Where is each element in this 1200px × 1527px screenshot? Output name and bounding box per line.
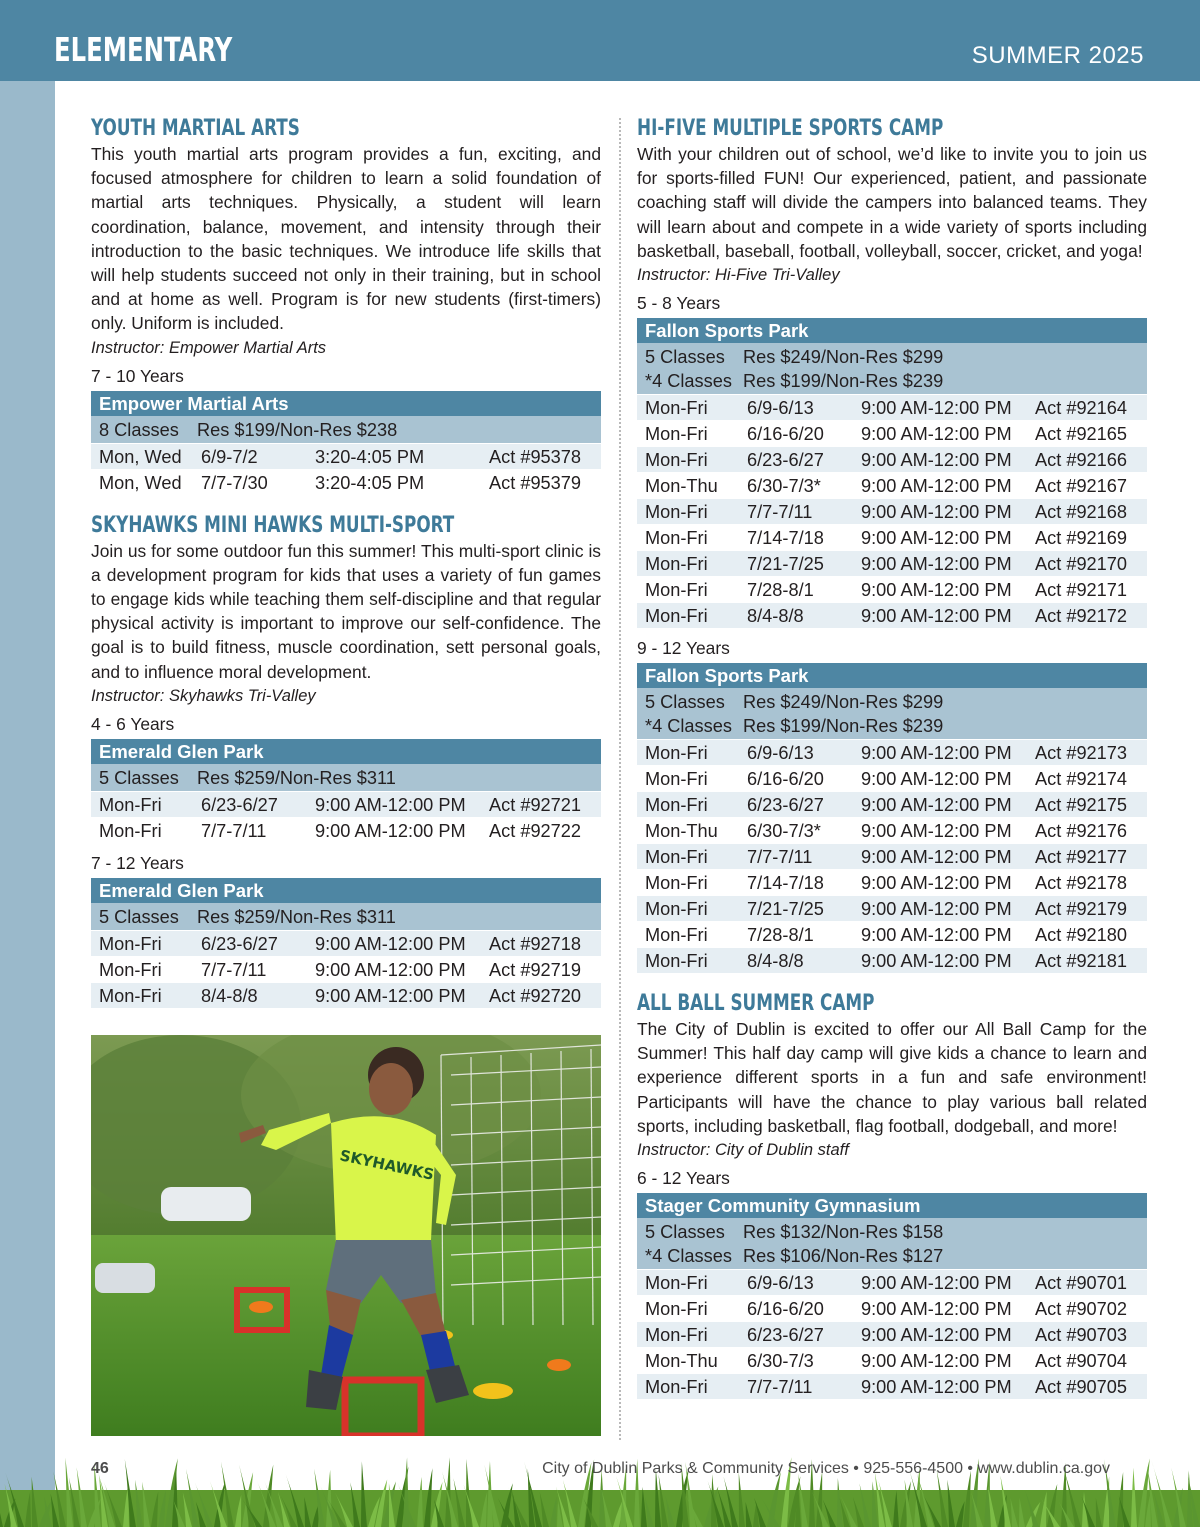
activity-number: Act #92179 — [1035, 899, 1128, 920]
fee-line — [645, 369, 1139, 393]
session-time: 9:00 AM-12:00 PM — [861, 424, 1012, 445]
fee-band — [91, 416, 601, 443]
table-row — [637, 947, 1147, 973]
session-dates: 6/30-7/3 — [747, 1351, 814, 1372]
location-header: Emerald Glen Park — [91, 739, 601, 764]
session-days: Mon-Fri — [645, 925, 708, 946]
table-row — [91, 469, 601, 495]
session-time: 9:00 AM-12:00 PM — [861, 1351, 1012, 1372]
session-dates: 6/23-6/27 — [747, 795, 824, 816]
activity-number: Act #92175 — [1035, 795, 1128, 816]
session-time: 9:00 AM-12:00 PM — [861, 606, 1012, 627]
session-time: 9:00 AM-12:00 PM — [861, 873, 1012, 894]
location-header: Emerald Glen Park — [91, 878, 601, 903]
program-description: This youth martial arts program provides a fun, exciting, and focused atmosphere for children to learn a solid foundation of martial arts techniques. Physically, a student will learn coordination, balance, movement, and intensity through their introduction to the basic techniques. We introduce life skills that will help students succeed not only in their training, but in school and at home as well. Program is for new students (first-timers) only. Uniform is included. — [91, 144, 601, 334]
session-dates: 6/30-7/3* — [747, 476, 821, 497]
fee-amount: Res $106/Non-Res $127 — [743, 1246, 944, 1267]
table-row — [91, 982, 601, 1008]
fee-class-count: 5 Classes — [645, 347, 725, 368]
session-time: 9:00 AM-12:00 PM — [315, 985, 466, 1006]
table-row — [637, 446, 1147, 472]
session-dates: 8/4-8/8 — [747, 951, 804, 972]
schedule-table — [91, 878, 601, 1008]
table-row — [637, 869, 1147, 895]
session-days: Mon-Thu — [645, 821, 718, 842]
session-days: Mon-Fri — [99, 985, 162, 1006]
session-dates: 8/4-8/8 — [201, 985, 258, 1006]
activity-number: Act #92165 — [1035, 424, 1128, 445]
grass-border — [0, 1440, 1200, 1527]
session-dates: 6/16-6/20 — [747, 424, 824, 445]
session-dates: 6/9-6/13 — [747, 398, 814, 419]
session-days: Mon-Fri — [645, 424, 708, 445]
session-time: 9:00 AM-12:00 PM — [861, 1325, 1012, 1346]
left-color-strip — [0, 81, 55, 1527]
session-dates: 6/9-6/13 — [747, 1273, 814, 1294]
session-time: 9:00 AM-12:00 PM — [861, 1299, 1012, 1320]
session-days: Mon-Fri — [645, 795, 708, 816]
schedule-table — [91, 739, 601, 843]
session-days: Mon-Fri — [645, 743, 708, 764]
session-dates: 6/23-6/27 — [201, 933, 278, 954]
left-column — [91, 116, 601, 1008]
fee-class-count: *4 Classes — [645, 716, 732, 737]
session-dates: 6/23-6/27 — [201, 794, 278, 815]
location-header: Fallon Sports Park — [637, 318, 1147, 343]
fee-band — [91, 764, 601, 791]
session-days: Mon, Wed — [99, 472, 182, 493]
session-days: Mon-Fri — [99, 933, 162, 954]
session-time: 9:00 AM-12:00 PM — [861, 528, 1012, 549]
activity-number: Act #90705 — [1035, 1377, 1128, 1398]
location-header: Stager Community Gymnasium — [637, 1193, 1147, 1218]
session-time: 9:00 AM-12:00 PM — [861, 899, 1012, 920]
activity-number: Act #92721 — [489, 794, 582, 815]
fee-line — [99, 905, 593, 929]
session-rows — [637, 394, 1147, 628]
session-time: 9:00 AM-12:00 PM — [315, 933, 466, 954]
program-description: Join us for some outdoor fun this summer! This multi-sport clinic is a development program for kids that uses a variety of fun games to engage kids while teaching them self-discipline and that regular physical activity is important to improve our self-confidence. The goal is to build fitness, muscle coordination, sett personal goals, and to influence moral development. — [91, 540, 601, 682]
location-header: Empower Martial Arts — [91, 391, 601, 416]
activity-number: Act #92180 — [1035, 925, 1128, 946]
page-footer — [0, 1440, 1200, 1527]
session-days: Mon-Fri — [645, 528, 708, 549]
activity-number: Act #92170 — [1035, 554, 1128, 575]
session-days: Mon-Fri — [645, 450, 708, 471]
age-range: 9 - 12 Years — [637, 638, 730, 659]
fee-line — [645, 345, 1139, 369]
session-days: Mon-Fri — [645, 398, 708, 419]
fee-band — [637, 343, 1147, 394]
page-number: 46 — [91, 1460, 109, 1477]
session-time: 9:00 AM-12:00 PM — [861, 925, 1012, 946]
session-time: 9:00 AM-12:00 PM — [861, 398, 1012, 419]
fee-class-count: 8 Classes — [99, 419, 179, 440]
table-row — [637, 602, 1147, 628]
session-dates: 7/28-8/1 — [747, 580, 814, 601]
table-row — [637, 576, 1147, 602]
program-instructor: Instructor: City of Dublin staff — [637, 1141, 849, 1160]
session-time: 9:00 AM-12:00 PM — [861, 951, 1012, 972]
activity-number: Act #92167 — [1035, 476, 1128, 497]
session-dates: 6/9-6/13 — [747, 743, 814, 764]
fee-line — [645, 690, 1139, 714]
table-row — [637, 1269, 1147, 1295]
session-time: 9:00 AM-12:00 PM — [861, 450, 1012, 471]
activity-number: Act #95378 — [489, 446, 582, 467]
session-time: 9:00 AM-12:00 PM — [861, 743, 1012, 764]
location-header: Fallon Sports Park — [637, 663, 1147, 688]
table-row — [637, 895, 1147, 921]
session-days: Mon-Thu — [645, 1351, 718, 1372]
age-range: 4 - 6 Years — [91, 713, 175, 734]
activity-number: Act #92719 — [489, 959, 582, 980]
activity-number: Act #92178 — [1035, 873, 1128, 894]
session-dates: 7/7-7/11 — [747, 847, 813, 868]
session-rows — [91, 930, 601, 1008]
session-days: Mon-Fri — [645, 1377, 708, 1398]
fee-amount: Res $249/Non-Res $299 — [743, 347, 944, 368]
session-days: Mon-Fri — [99, 820, 162, 841]
session-dates: 6/23-6/27 — [747, 450, 824, 471]
session-time: 9:00 AM-12:00 PM — [861, 580, 1012, 601]
session-days: Mon-Fri — [645, 580, 708, 601]
session-time: 9:00 AM-12:00 PM — [861, 847, 1012, 868]
right-column — [637, 116, 1147, 1399]
session-time: 9:00 AM-12:00 PM — [315, 959, 466, 980]
session-dates: 7/7-7/11 — [201, 820, 267, 841]
activity-number: Act #92181 — [1035, 951, 1128, 972]
session-rows — [91, 443, 601, 495]
activity-number: Act #90702 — [1035, 1299, 1128, 1320]
session-dates: 6/16-6/20 — [747, 769, 824, 790]
schedule-table — [91, 391, 601, 495]
session-time: 3:20-4:05 PM — [315, 472, 425, 493]
fee-band — [637, 688, 1147, 739]
fee-class-count: 5 Classes — [645, 1222, 725, 1243]
table-row — [637, 765, 1147, 791]
fee-line — [645, 1220, 1139, 1244]
activity-number: Act #92722 — [489, 820, 582, 841]
kid-jumping-photo — [91, 1035, 601, 1436]
activity-number: Act #92168 — [1035, 502, 1128, 523]
table-row — [91, 443, 601, 469]
session-dates: 7/14-7/18 — [747, 873, 824, 894]
session-time: 9:00 AM-12:00 PM — [861, 476, 1012, 497]
column-divider — [619, 118, 621, 1440]
activity-number: Act #92720 — [489, 985, 582, 1006]
table-row — [637, 1321, 1147, 1347]
session-time: 9:00 AM-12:00 PM — [861, 502, 1012, 523]
age-range: 6 - 12 Years — [637, 1168, 730, 1189]
program-description: With your children out of school, we’d like to invite you to join us for sports-filled FUN! Our experienced, patient, and passionate coaching staff will divide the campers into balanced teams. They will learn about and compete in a wide variety of sports including basketball, baseball, football, volleyball, soccer, cricket, and yoga! — [637, 144, 1147, 261]
session-time: 9:00 AM-12:00 PM — [861, 1377, 1012, 1398]
activity-number: Act #92173 — [1035, 743, 1128, 764]
session-time: 9:00 AM-12:00 PM — [861, 821, 1012, 842]
fee-line — [645, 1244, 1139, 1268]
session-rows — [637, 1269, 1147, 1399]
fee-line — [99, 418, 593, 442]
schedule-table — [637, 663, 1147, 973]
activity-number: Act #92718 — [489, 933, 582, 954]
activity-number: Act #92164 — [1035, 398, 1128, 419]
activity-number: Act #92166 — [1035, 450, 1128, 471]
session-days: Mon-Fri — [645, 502, 708, 523]
table-row — [637, 791, 1147, 817]
session-days: Mon-Fri — [645, 1299, 708, 1320]
session-days: Mon-Fri — [645, 1325, 708, 1346]
table-row — [637, 524, 1147, 550]
session-dates: 7/7-7/11 — [747, 1377, 813, 1398]
activity-number: Act #92171 — [1035, 580, 1128, 601]
program-title: ALL BALL SUMMER CAMP — [637, 991, 875, 1017]
session-dates: 7/21-7/25 — [747, 554, 824, 575]
fee-amount: Res $199/Non-Res $238 — [197, 419, 398, 440]
table-row — [637, 1295, 1147, 1321]
session-dates: 7/28-8/1 — [747, 925, 814, 946]
fee-line — [645, 714, 1139, 738]
photo-illustration — [91, 1035, 601, 1436]
fee-amount: Res $199/Non-Res $239 — [743, 716, 944, 737]
session-dates: 8/4-8/8 — [747, 606, 804, 627]
fee-class-count: *4 Classes — [645, 1246, 732, 1267]
section-title: ELEMENTARY — [54, 30, 233, 69]
program-title: YOUTH MARTIAL ARTS — [91, 116, 300, 141]
table-row — [637, 550, 1147, 576]
fee-band — [91, 903, 601, 930]
activity-number: Act #95379 — [489, 472, 582, 493]
session-days: Mon-Fri — [645, 554, 708, 575]
fee-amount: Res $249/Non-Res $299 — [743, 692, 944, 713]
program-title: SKYHAWKS MINI HAWKS MULTI-SPORT — [91, 512, 455, 538]
program-instructor: Instructor: Hi-Five Tri-Valley — [637, 266, 840, 285]
fee-band — [637, 1218, 1147, 1269]
activity-number: Act #92169 — [1035, 528, 1128, 549]
fee-amount: Res $259/Non-Res $311 — [197, 767, 396, 788]
session-time: 3:20-4:05 PM — [315, 446, 425, 467]
fee-class-count: 5 Classes — [99, 767, 179, 788]
fee-class-count: *4 Classes — [645, 371, 732, 392]
table-row — [637, 1347, 1147, 1373]
activity-number: Act #92177 — [1035, 847, 1128, 868]
session-time: 9:00 AM-12:00 PM — [861, 554, 1012, 575]
session-time: 9:00 AM-12:00 PM — [861, 769, 1012, 790]
activity-number: Act #92176 — [1035, 821, 1128, 842]
session-days: Mon-Fri — [645, 606, 708, 627]
table-row — [91, 956, 601, 982]
schedule-table — [637, 318, 1147, 628]
age-range: 5 - 8 Years — [637, 293, 721, 314]
table-row — [637, 1373, 1147, 1399]
program-title: HI-FIVE MULTIPLE SPORTS CAMP — [637, 116, 944, 141]
session-days: Mon-Fri — [645, 873, 708, 894]
program-instructor: Instructor: Skyhawks Tri-Valley — [91, 686, 316, 705]
table-row — [91, 791, 601, 817]
activity-number: Act #90703 — [1035, 1325, 1128, 1346]
session-time: 9:00 AM-12:00 PM — [315, 794, 466, 815]
session-days: Mon-Fri — [645, 1273, 708, 1294]
activity-number: Act #90701 — [1035, 1273, 1128, 1294]
session-dates: 7/7-7/30 — [201, 472, 268, 493]
activity-number: Act #92174 — [1035, 769, 1128, 790]
fee-amount: Res $259/Non-Res $311 — [197, 906, 396, 927]
table-row — [91, 930, 601, 956]
age-range: 7 - 10 Years — [91, 365, 184, 386]
table-row — [637, 394, 1147, 420]
table-row — [637, 817, 1147, 843]
session-time: 9:00 AM-12:00 PM — [861, 1273, 1012, 1294]
schedule-table — [637, 1193, 1147, 1399]
season-label: SUMMER 2025 — [971, 42, 1144, 69]
session-dates: 7/7-7/11 — [747, 502, 813, 523]
session-dates: 6/9-7/2 — [201, 446, 258, 467]
session-days: Mon-Fri — [645, 769, 708, 790]
activity-number: Act #90704 — [1035, 1351, 1128, 1372]
fee-class-count: 5 Classes — [99, 906, 179, 927]
session-time: 9:00 AM-12:00 PM — [861, 795, 1012, 816]
session-dates: 6/16-6/20 — [747, 1299, 824, 1320]
session-days: Mon-Fri — [645, 951, 708, 972]
activity-number: Act #92172 — [1035, 606, 1128, 627]
program-instructor: Instructor: Empower Martial Arts — [91, 338, 327, 357]
session-days: Mon-Fri — [99, 959, 162, 980]
session-days: Mon-Fri — [645, 847, 708, 868]
table-row — [637, 739, 1147, 765]
table-row — [637, 420, 1147, 446]
table-row — [91, 817, 601, 843]
session-rows — [91, 791, 601, 843]
program-description: The City of Dublin is excited to offer our All Ball Camp for the Summer! This half day camp will give kids a chance to learn and experience different sports in a fun and safe environment! Participants will have the chance to play various ball related sports, including basketball, flag football, dodgeball, and more! — [637, 1019, 1147, 1136]
table-row — [637, 472, 1147, 498]
table-row — [637, 921, 1147, 947]
session-dates: 7/7-7/11 — [201, 959, 267, 980]
table-row — [637, 498, 1147, 524]
fee-line — [99, 766, 593, 790]
shirt-text: SKYHAWKS — [338, 1146, 436, 1184]
age-range: 7 - 12 Years — [91, 852, 184, 873]
footer-contact: City of Dublin Parks & Community Services • 925-556-4500 • www.dublin.ca.gov — [542, 1460, 1110, 1477]
session-dates: 7/21-7/25 — [747, 899, 824, 920]
session-rows — [637, 739, 1147, 973]
header-bar — [0, 0, 1200, 81]
session-dates: 6/23-6/27 — [747, 1325, 824, 1346]
session-dates: 7/14-7/18 — [747, 528, 824, 549]
fee-amount: Res $132/Non-Res $158 — [743, 1222, 944, 1243]
session-dates: 6/30-7/3* — [747, 821, 821, 842]
fee-amount: Res $199/Non-Res $239 — [743, 371, 944, 392]
session-time: 9:00 AM-12:00 PM — [315, 820, 466, 841]
session-days: Mon-Fri — [99, 794, 162, 815]
session-days: Mon-Thu — [645, 476, 718, 497]
session-days: Mon, Wed — [99, 446, 182, 467]
session-days: Mon-Fri — [645, 899, 708, 920]
table-row — [637, 843, 1147, 869]
fee-class-count: 5 Classes — [645, 692, 725, 713]
